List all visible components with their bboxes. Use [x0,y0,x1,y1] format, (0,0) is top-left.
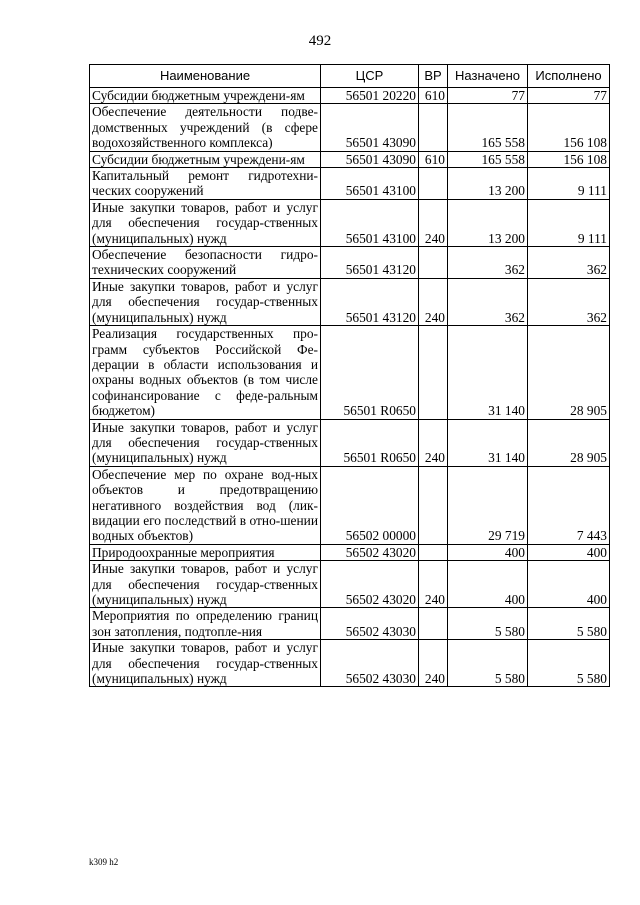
row-name: Иные закупки товаров, работ и услуг для обеспечения государ-ственных (муниципальных) нужд [90,419,321,466]
table-row [90,326,610,419]
row-executed: 400 [528,561,610,608]
row-vr: 610 [419,151,448,167]
row-assigned: 5 580 [448,640,528,687]
row-assigned: 400 [448,544,528,560]
row-executed: 77 [528,88,610,104]
row-name: Иные закупки товаров, работ и услуг для обеспечения государ-ственных (муниципальных) нужд [90,199,321,246]
row-vr: 240 [419,278,448,325]
header-vr: ВР [419,65,448,88]
row-assigned: 29 719 [448,466,528,544]
row-assigned: 31 140 [448,326,528,419]
table-row [90,247,610,279]
table-row [90,104,610,151]
table-row [90,88,610,104]
row-assigned: 400 [448,561,528,608]
row-csr: 56501 43090 [321,104,419,151]
row-name: Иные закупки товаров, работ и услуг для обеспечения государ-ственных (муниципальных) нужд [90,278,321,325]
row-assigned: 13 200 [448,199,528,246]
page-number: 492 [308,33,332,49]
row-csr: 56502 00000 [321,466,419,544]
header-name: Наименование [90,65,321,88]
row-csr: 56501 43100 [321,168,419,200]
row-assigned: 362 [448,247,528,279]
table-header-row [90,65,610,88]
row-vr: 240 [419,561,448,608]
row-csr: 56501 20220 [321,88,419,104]
row-vr [419,247,448,279]
row-csr: 56502 43020 [321,544,419,560]
row-executed: 9 111 [528,199,610,246]
row-executed: 400 [528,544,610,560]
table-row [90,640,610,687]
row-name: Обеспечение безопасности гидро-технических сооружений [90,247,321,279]
table-row [90,278,610,325]
row-name: Мероприятия по определению границ зон затопления, подтопле-ния [90,608,321,640]
row-vr [419,608,448,640]
row-executed: 28 905 [528,326,610,419]
row-csr: 56502 43030 [321,640,419,687]
row-executed: 362 [528,278,610,325]
table-row [90,561,610,608]
table-header [90,65,610,88]
row-vr [419,326,448,419]
row-assigned: 5 580 [448,608,528,640]
row-executed: 28 905 [528,419,610,466]
row-csr: 56501 43100 [321,199,419,246]
row-executed: 156 108 [528,104,610,151]
row-vr [419,544,448,560]
footer-code: k309 h2 [89,857,119,867]
table-body [90,88,610,687]
row-name: Природоохранные мероприятия [90,544,321,560]
row-executed: 5 580 [528,640,610,687]
table-row [90,419,610,466]
row-assigned: 77 [448,88,528,104]
row-executed: 362 [528,247,610,279]
row-assigned: 165 558 [448,151,528,167]
header-assigned: Назначено [448,65,528,88]
row-csr: 56502 43020 [321,561,419,608]
row-assigned: 31 140 [448,419,528,466]
row-executed: 7 443 [528,466,610,544]
row-vr: 240 [419,419,448,466]
row-name: Иные закупки товаров, работ и услуг для обеспечения государ-ственных (муниципальных) нужд [90,640,321,687]
table-row [90,151,610,167]
row-executed: 9 111 [528,168,610,200]
row-name: Капитальный ремонт гидротехни-ческих сооружений [90,168,321,200]
row-csr: 56501 43120 [321,278,419,325]
header-executed: Исполнено [528,65,610,88]
row-csr: 56501 43090 [321,151,419,167]
row-csr: 56501 R0650 [321,419,419,466]
table-row [90,168,610,200]
row-name: Реализация государственных про-грамм субъектов Российской Фе-дерации в области использования и охраны водных объектов (в том числе софинансирование с феде-ральным бюджетом) [90,326,321,419]
row-vr [419,466,448,544]
row-vr [419,168,448,200]
row-vr: 240 [419,640,448,687]
row-vr [419,104,448,151]
table-row [90,544,610,560]
row-executed: 5 580 [528,608,610,640]
row-csr: 56502 43030 [321,608,419,640]
row-name: Субсидии бюджетным учреждени-ям [90,88,321,104]
row-name: Иные закупки товаров, работ и услуг для обеспечения государ-ственных (муниципальных) нужд [90,561,321,608]
row-vr: 240 [419,199,448,246]
table-row [90,608,610,640]
table-row [90,466,610,544]
row-assigned: 362 [448,278,528,325]
row-name: Обеспечение мер по охране вод-ных объектов и предотвращению негативного воздействия вод (лик-видации его последствий в отно-шении водных объектов) [90,466,321,544]
row-assigned: 165 558 [448,104,528,151]
row-csr: 56501 R0650 [321,326,419,419]
table-row [90,199,610,246]
row-csr: 56501 43120 [321,247,419,279]
header-csr: ЦСР [321,65,419,88]
row-vr: 610 [419,88,448,104]
row-name: Субсидии бюджетным учреждени-ям [90,151,321,167]
row-name: Обеспечение деятельности подве-домственных учреждений (в сфере водохозяйственного комплекса) [90,104,321,151]
budget-table [89,64,610,687]
row-assigned: 13 200 [448,168,528,200]
row-executed: 156 108 [528,151,610,167]
